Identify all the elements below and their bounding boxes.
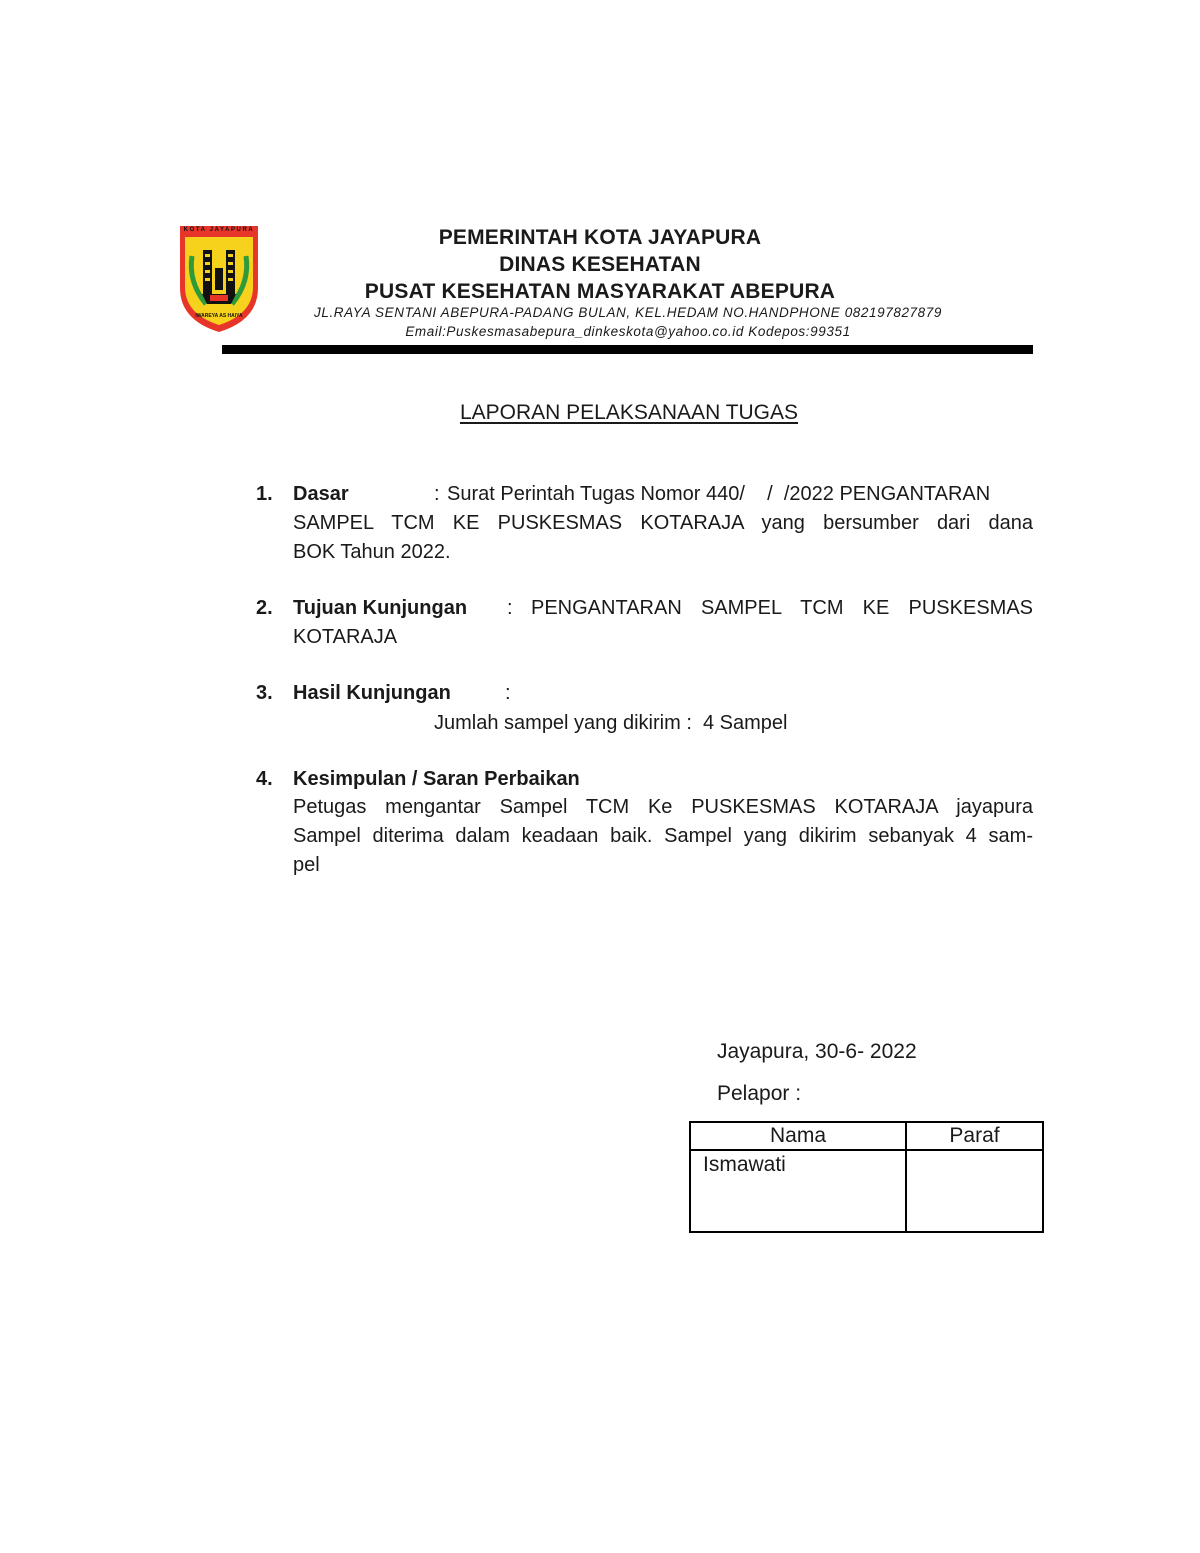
header-institution: PUSAT KESEHATAN MASYARAKAT ABEPURA [364,280,836,303]
item-1-text-line1: Surat Perintah Tugas Nomor 440/ / /2022 PENGANTARAN [447,483,991,505]
signature-table [689,1121,1044,1233]
item-3-detail: Jumlah sampel yang dikirim : 4 Sampel [434,712,788,734]
item-4-text-line3: pel [293,854,320,876]
signature-table-row [690,1150,1043,1232]
item-4-label: Kesimpulan / Saran Perbaikan [293,768,580,790]
paraf-cell [906,1150,1043,1232]
item-4-text-line1: Petugas mengantar Sampel TCM Ke PUSKESMAS KOTARAJA jayapura [293,796,1033,818]
item-1-separator: : [434,483,440,505]
header-address: JL.RAYA SENTANI ABEPURA-PADANG BULAN, KEL.HEDAM NO.HANDPHONE 082197827879 [313,305,942,320]
item-3-label: Hasil Kunjungan [293,682,451,704]
item-1-label: Dasar [293,483,349,505]
reporter-label: Pelapor : [717,1082,802,1105]
reporter-name: Ismawati [690,1150,906,1232]
item-4-number: 4. [256,768,273,790]
header-department: DINAS KESEHATAN [499,253,701,276]
logo-motto-text: IWAREYA AS HAIYA [195,313,243,319]
header-government: PEMERINTAH KOTA JAYAPURA [438,226,762,249]
item-1-text-line2: SAMPEL TCM KE PUSKESMAS KOTARAJA yang bersumber dari dana [293,512,1033,534]
item-3-number: 3. [256,682,273,704]
item-2-number: 2. [256,597,273,619]
header-divider [222,345,1033,354]
logo-top-text: KOTA JAYAPURA [183,227,255,233]
header-email: Email:Puskesmasabepura_dinkeskota@yahoo.co.id Kodepos:99351 [405,324,851,339]
report-title: LAPORAN PELAKSANAAN TUGAS [459,401,799,424]
col-header-paraf: Paraf [906,1122,1043,1150]
col-header-name: Nama [690,1122,906,1150]
item-2-separator: : [507,597,513,619]
item-4-text-line2: Sampel diterima dalam keadaan baik. Sampel yang dikirim sebanyak 4 sam- [293,825,1033,847]
signature-table-header-row [690,1122,1043,1150]
item-2-text-line1: PENGANTARAN SAMPEL TCM KE PUSKESMAS [531,597,1033,619]
item-2-label: Tujuan Kunjungan [293,597,468,619]
place-date: Jayapura, 30-6- 2022 [717,1040,917,1063]
item-1-number: 1. [256,483,273,505]
item-1-text-line3: BOK Tahun 2022. [293,541,451,563]
item-3-separator: : [505,682,511,704]
item-2-text-line2: KOTARAJA [293,626,398,648]
